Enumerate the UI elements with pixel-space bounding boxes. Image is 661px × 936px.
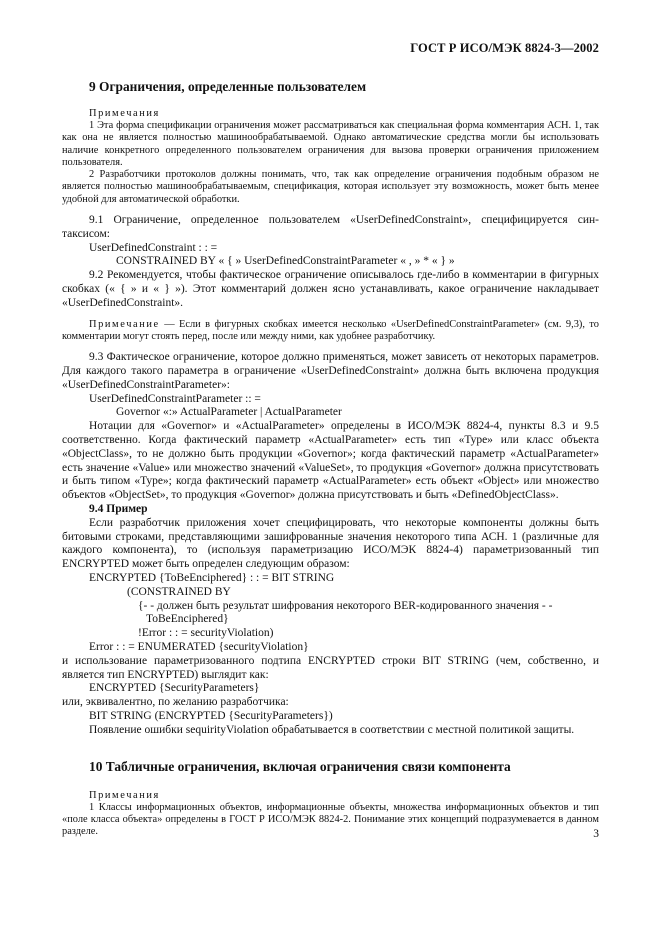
example-text-error: Появление ошибки sequirityViolation обрабатывается в соответствии с местной политикой защиты. — [89, 723, 575, 736]
example-heading: 9.4 Пример — [89, 503, 148, 516]
paragraph-9-3: 9.3 Фактическое ограничение, которое должно применяться, может зависеть от некоторых параметров. Для каждого такого параметра в ограничение «UserDefinedConstraint» должна быть включена продукция «UserDefinedConstraintParameter»: — [62, 351, 599, 391]
paragraph-9-1: 9.1 Ограничение, определенное пользователем «UserDefinedConstraint», специфицируется синтаксисом: — [62, 214, 599, 240]
paragraph-9-2: 9.2 Рекомендуется, чтобы фактическое ограничение описывалось где-либо в комментарии в фигурных скобках (« { » и « } »). Этот комментарий должен ясно устанавливать, какое ограничение накладывает «UserDefinedConstraint». — [62, 269, 599, 309]
note-1: 1 Эта форма спецификации ограничения может рассматриваться как специальная форма комментария АСН. 1, так как она не является полностью машинообрабатываемой. Однако автоматические средства могли бы использовать наличие конкретного определенного пользователем ограничения для вызова проверки ограничения приложением пользователя. — [62, 120, 599, 168]
section-10-heading: 10 Табличные ограничения, включая ограничения связи компонента — [89, 758, 511, 774]
code-line: BIT STRING (ENCRYPTED {SecurityParameters}) — [89, 709, 333, 722]
code-line: UserDefinedConstraint : : = — [89, 241, 218, 254]
paragraph-9-3-notations: Нотации для «Governor» и «ActualParameter» определены в ИСО/МЭК 8824-4, пункты 8.3 и 9.5 соответственно. Когда фактический параметр «ActualParameter» есть тип «Type» или класс объекта «ObjectClass», то не должно быть продукции «Governor»; когда фактический параметр «ActualParameter» есть значение «Value» или множество значений «ValueSet», то продукция «Governor» должна присутствовать и быть типом «Type»; когда фактический параметр «ActualParameter» есть объект «Object» или множество объектов «ObjectSet», то продукция «Governor» должна присутствовать и быть «DefinedObjectClass». — [62, 420, 599, 502]
code-line: {- - должен быть результат шифрования некоторого BER-кодированного значения - - — [138, 599, 553, 612]
code-line: !Error : : = securityViolation) — [138, 627, 274, 640]
section-9-heading: 9 Ограничения, определенные пользователем — [89, 79, 367, 94]
example-text-usage: и использование параметризованного подтипа ENCRYPTED строки BIT STRING (чем, собственно, и является тип ENCRYPTED) выглядит как: — [62, 654, 599, 681]
notes-label: Примечания — [89, 108, 160, 119]
example-text: Если разработчик приложения хочет специфицировать, что некоторые компоненты должны быть битовыми строками, представляющими зашифрованные значения некоторого типа АСН. 1 (различные для каждого компонента), то (используя параметризацию ИСО/МЭК 8824-4) параметризованный тип ENCRYPTED может быть определен следующим образом: — [62, 516, 599, 571]
note-3 — [62, 319, 599, 344]
code-line: или, эквивалентно, по желанию разработчика: — [62, 696, 289, 709]
note-2: 2 Разработчики протоколов должны понимать, что, так как определение ограничения подобным образом не является полностью машинообрабатываемым, спецификация, которая использует эту возможность, может быть менее удобной для автоматической обработки. — [62, 169, 599, 205]
code-line: (CONSTRAINED BY — [127, 585, 231, 598]
page-number: 3 — [593, 828, 599, 840]
document-header: ГОСТ Р ИСО/МЭК 8824-3—2002 — [410, 41, 599, 55]
note-3-label: Примечание — [89, 318, 160, 330]
code-line: CONSTRAINED BY « { » UserDefinedConstraintParameter « , » * « } » — [116, 255, 455, 268]
note-10-1: 1 Классы информационных объектов, информационные объекты, множества информационных объектов и тип «поле класса объекта» определены в ГОСТ Р ИСО/МЭК 8824-2. Понимание этих концепций подразумевается в данном разделе. — [62, 801, 599, 838]
code-line: ENCRYPTED {SecurityParameters} — [89, 682, 260, 695]
document-body — [62, 74, 599, 838]
code-line: ToBeEnciphered} — [146, 613, 229, 626]
code-line: Governor «:» ActualParameter | ActualParameter — [116, 406, 342, 419]
note-3-text: — Если в фигурных скобках имеется несколько «UserDefinedConstraintParameter» (см. 9,3), то комментарии могут стоять перед, после или между ними, как удобнее разработчику. — [62, 318, 599, 342]
notes-label: Примечания — [89, 789, 160, 801]
code-line: Error : : = ENUMERATED {securityViolation} — [89, 640, 309, 653]
code-line: ENCRYPTED {ToBeEnciphered} : : = BIT STRING — [89, 572, 335, 584]
code-line: UserDefinedConstraintParameter :: = — [89, 392, 261, 405]
